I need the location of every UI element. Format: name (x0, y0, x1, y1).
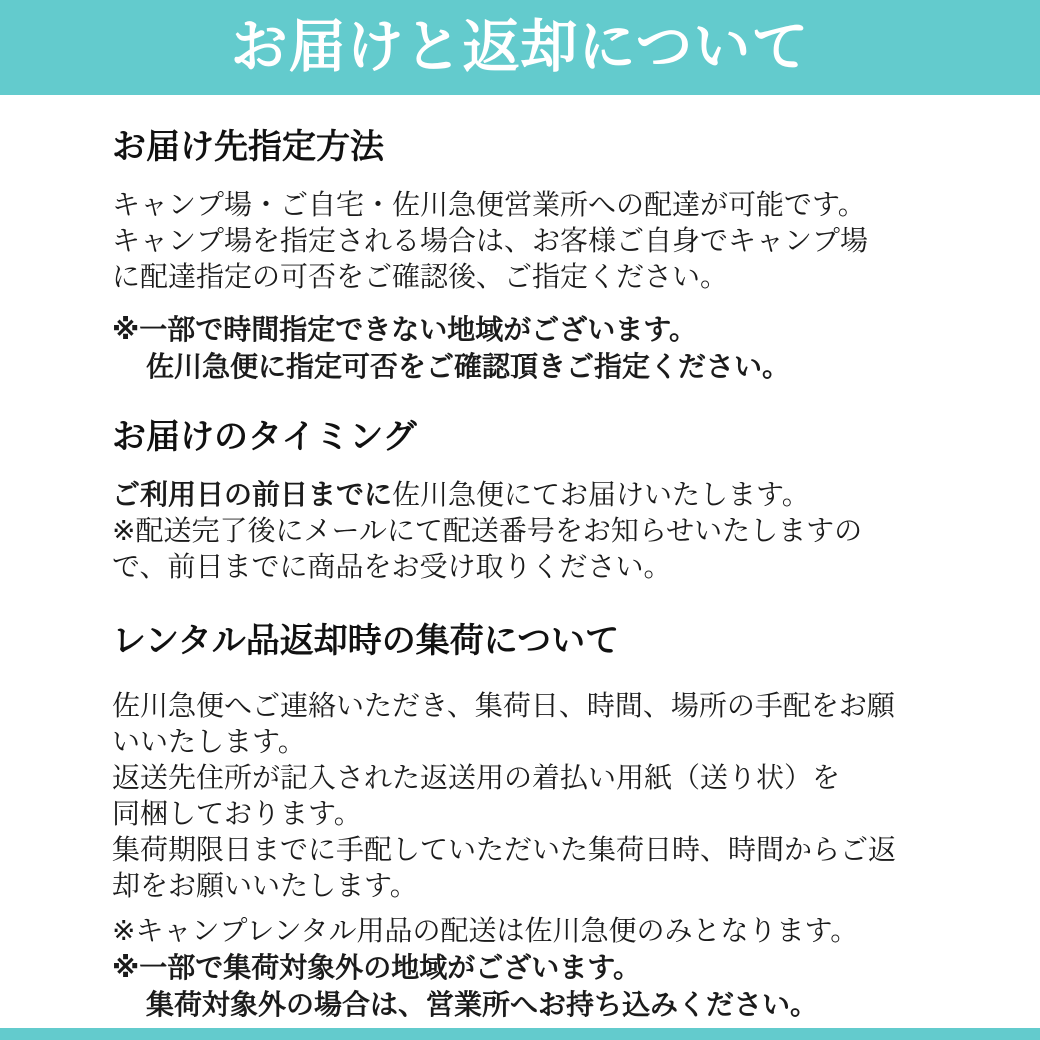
note-line: ※キャンプレンタル用品の配送は佐川急便のみとなります。 (112, 915, 859, 946)
note-line: 佐川急便に指定可否をご確認頂きご指定ください。 (146, 351, 791, 382)
page-title: お届けと返却について (230, 15, 810, 79)
lead-bold-text: ご利用日の前日までに (112, 479, 393, 510)
note-line: 集荷対象外の場合は、営業所へお持ち込みください。 (146, 989, 819, 1020)
return-pickup-body (112, 688, 940, 904)
section-heading-return-pickup: レンタル品返却時の集荷について (112, 622, 620, 660)
section-heading-delivery-timing: お届けのタイミング (112, 418, 417, 456)
page-content (0, 130, 1040, 1023)
body-line: 佐川急便へご連絡いただき、集荷日、時間、場所の手配をお願 (112, 690, 895, 721)
body-line: 返送先住所が記入された返送用の着払い用紙（送り状）を (112, 762, 841, 793)
footer-band (0, 1028, 1040, 1040)
body-line-with-lead (112, 477, 940, 513)
delivery-timing-body (112, 477, 940, 585)
note-line: ※一部で集荷対象外の地域がございます。 (112, 952, 641, 983)
section-delivery-destination (112, 130, 940, 385)
section-delivery-timing (112, 420, 940, 585)
body-line: 却をお願いいたします。 (112, 870, 418, 901)
body-line: に配達指定の可否をご確認後、ご指定ください。 (112, 261, 729, 292)
section-heading-delivery-destination: お届け先指定方法 (112, 128, 384, 166)
section-return-pickup (112, 624, 940, 1023)
body-line: 集荷期限日までに手配していただいた集荷日時、時間からご返 (112, 834, 897, 865)
return-pickup-notes (112, 912, 940, 1023)
note-line: ※配送完了後にメールにて配送番号をお知らせいたしますの (112, 515, 863, 546)
header-banner (0, 0, 1040, 95)
note-line: で、前日までに商品をお受け取りください。 (112, 551, 672, 582)
body-line: 同梱しております。 (112, 798, 362, 829)
body-line: キャンプ場を指定される場合は、お客様ご自身でキャンプ場 (112, 225, 869, 256)
note-line: ※一部で時間指定できない地域がございます。 (112, 314, 697, 345)
lead-rest-text: 佐川急便にてお届けいたします。 (392, 479, 810, 510)
body-line: いいたします。 (112, 726, 306, 757)
delivery-destination-body (112, 187, 940, 295)
delivery-destination-notes (112, 311, 940, 385)
body-line: キャンプ場・ご自宅・佐川急便営業所への配達が可能です。 (112, 189, 866, 220)
